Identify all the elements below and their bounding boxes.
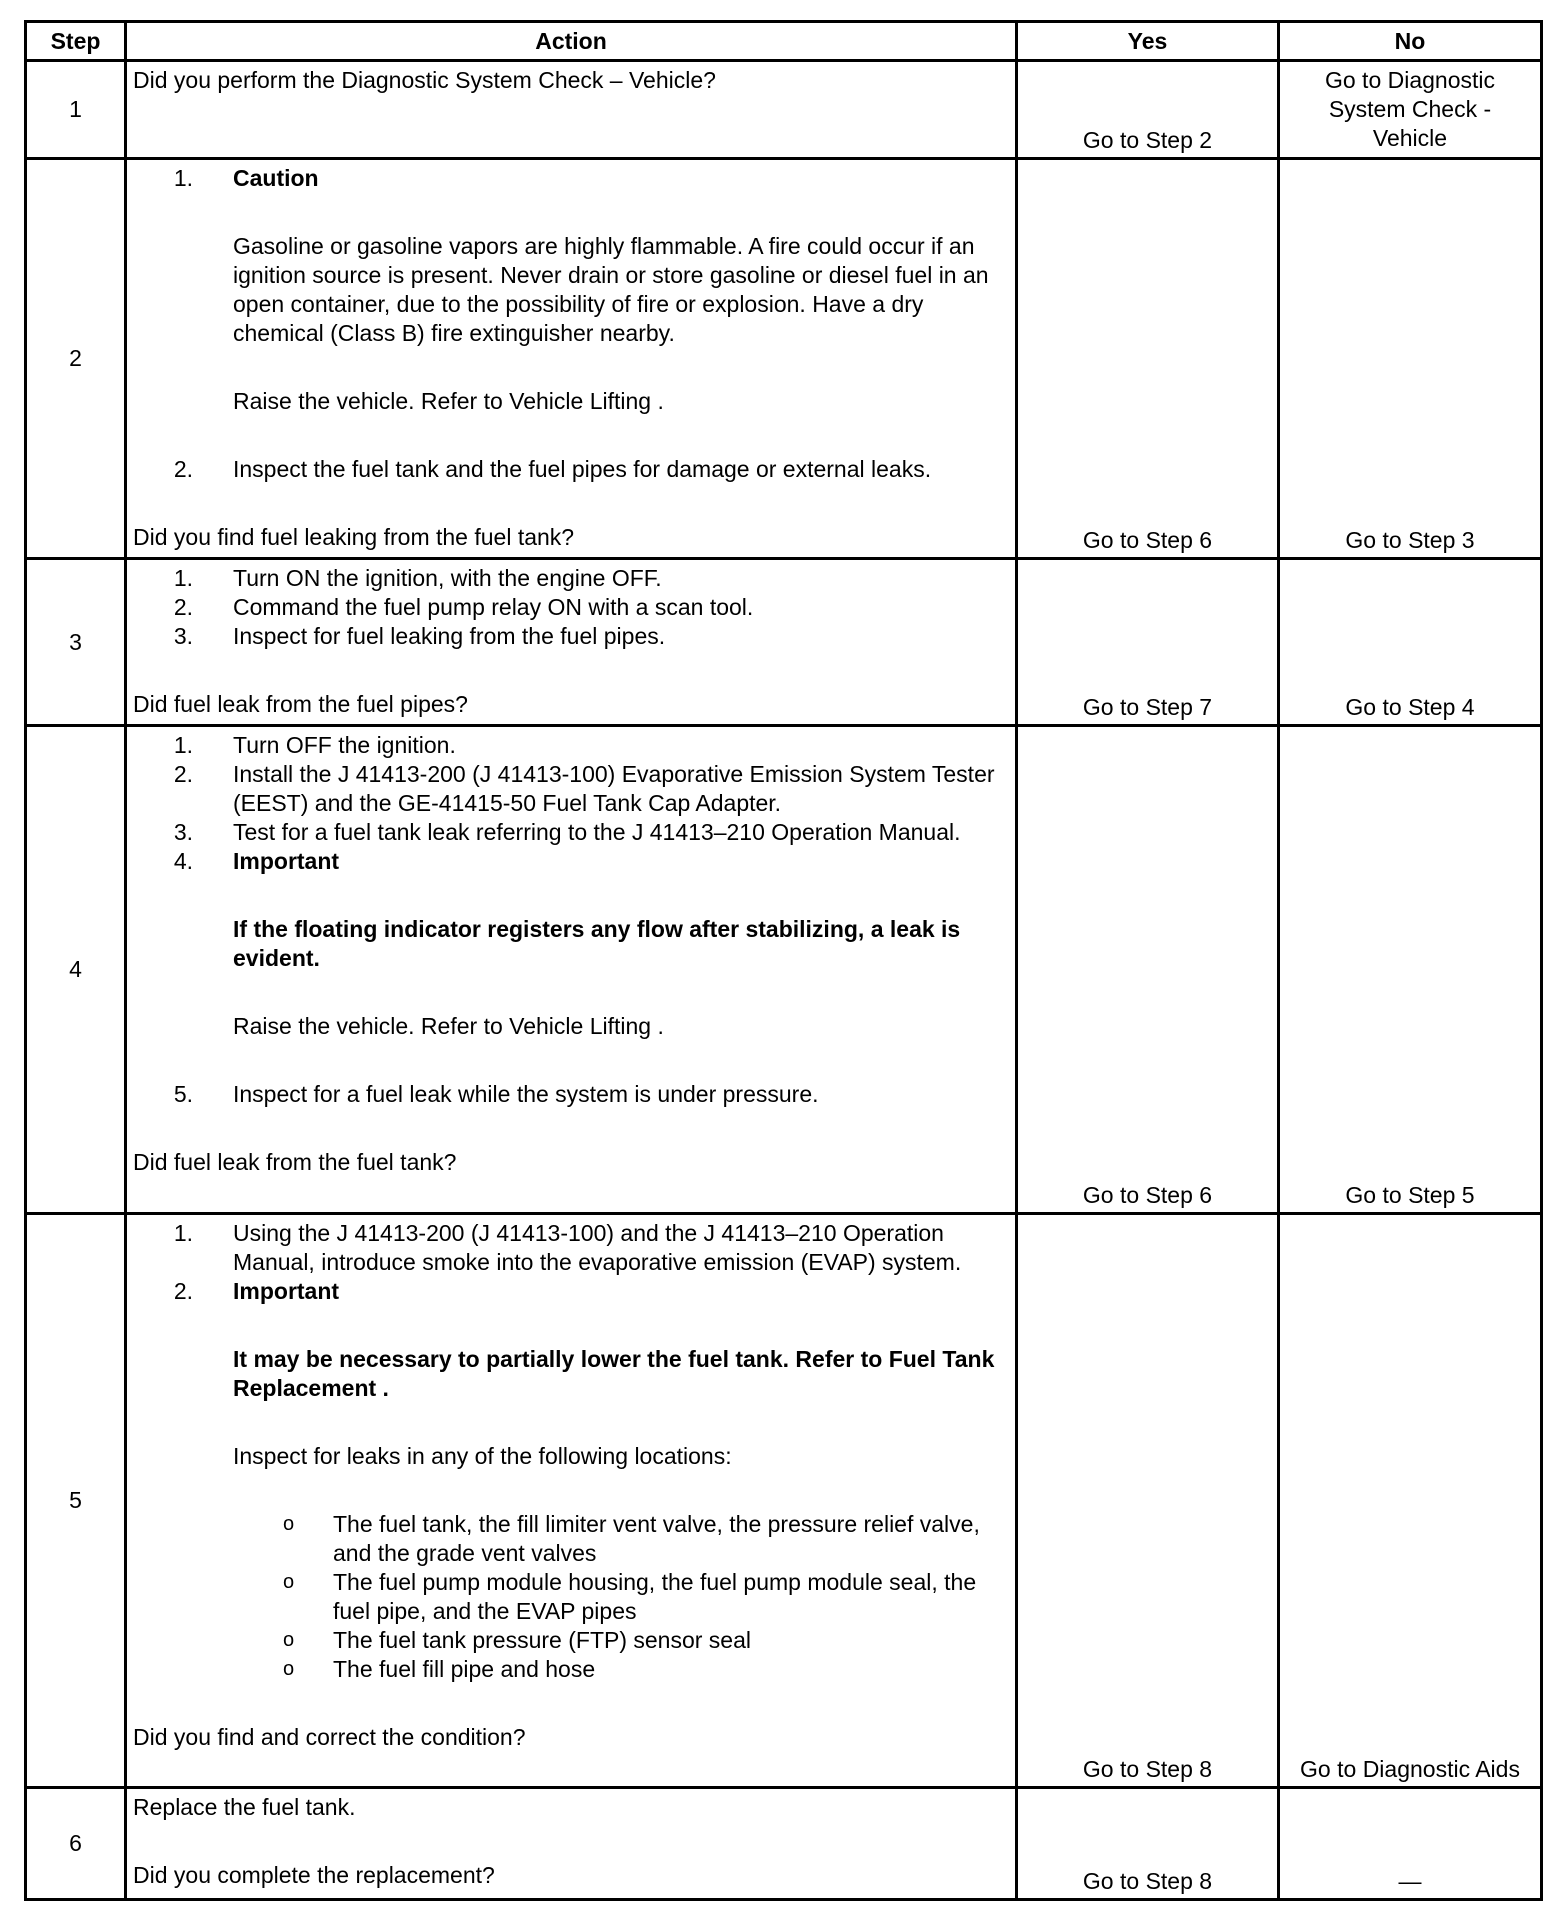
header-yes: Yes bbox=[1017, 22, 1279, 61]
bullet-icon: o bbox=[283, 1658, 295, 1680]
question-text: Did you find and correct the condition? bbox=[133, 1724, 526, 1750]
bullet-text: The fuel tank, the fill limiter vent valve, the pressure relief valve, and the grade vent valves bbox=[333, 1511, 980, 1566]
important-title: Important bbox=[233, 1278, 340, 1304]
important-title: Important bbox=[233, 848, 340, 874]
question-text: Did fuel leak from the fuel pipes? bbox=[133, 691, 468, 717]
question-text: Did you find fuel leaking from the fuel tank? bbox=[133, 524, 575, 550]
spacer bbox=[133, 1822, 1011, 1861]
item-text: Turn ON the ignition, with the engine OFF. bbox=[233, 565, 662, 591]
item-text: Turn OFF the ignition. bbox=[233, 732, 456, 758]
list-item bbox=[133, 731, 1011, 760]
bullet-text: The fuel tank pressure (FTP) sensor seal bbox=[333, 1627, 751, 1653]
caution-title: Caution bbox=[233, 165, 319, 191]
spacer bbox=[133, 876, 1011, 915]
spacer bbox=[133, 973, 1011, 1012]
item-number: 1. bbox=[173, 565, 193, 591]
list-item bbox=[133, 622, 1011, 651]
spacer bbox=[133, 484, 1011, 523]
item-text: Inspect the fuel tank and the fuel pipes for damage or external leaks. bbox=[233, 456, 932, 482]
step-number: 5 bbox=[26, 1214, 126, 1788]
instruction-text: Replace the fuel tank. bbox=[133, 1794, 356, 1820]
important-text: It may be necessary to partially lower the fuel tank. Refer to Fuel Tank Replacement . bbox=[233, 1346, 995, 1401]
action-cell bbox=[126, 61, 1017, 159]
bullet-icon: o bbox=[283, 1513, 295, 1535]
item-text: Using the J 41413-200 (J 41413-100) and the J 41413–210 Operation Manual, introduce smoke into the evaporative emission (EVAP) system. bbox=[233, 1220, 962, 1275]
list-item bbox=[133, 164, 1011, 193]
instruction-text: Inspect for leaks in any of the following locations: bbox=[233, 1443, 732, 1469]
spacer bbox=[133, 1403, 1011, 1442]
question-text: Did you perform the Diagnostic System Check – Vehicle? bbox=[133, 67, 716, 93]
no-link[interactable]: Go to Step 5 bbox=[1279, 726, 1542, 1214]
step-number: 3 bbox=[26, 559, 126, 726]
table-row bbox=[26, 159, 1542, 559]
caution-text: Gasoline or gasoline vapors are highly flammable. A fire could occur if an ignition source is present. Never drain or store gasoline or diesel fuel in an open container, due to the possibility of fire or explosion. Have a dry chemical (Class B) fire extinguisher nearby. bbox=[233, 233, 989, 346]
spacer bbox=[133, 1041, 1011, 1080]
spacer bbox=[133, 1306, 1011, 1345]
item-number: 2. bbox=[173, 1278, 193, 1304]
important-text: If the floating indicator registers any flow after stabilizing, a leak is evident. bbox=[233, 916, 961, 971]
instruction-text: Raise the vehicle. Refer to Vehicle Lifting . bbox=[233, 388, 664, 414]
list-item bbox=[133, 818, 1011, 847]
action-cell bbox=[126, 726, 1017, 1214]
item-text: Command the fuel pump relay ON with a scan tool. bbox=[233, 594, 754, 620]
yes-link[interactable]: Go to Step 8 bbox=[1017, 1214, 1279, 1788]
table-row bbox=[26, 726, 1542, 1214]
bullet-item bbox=[133, 1510, 1011, 1568]
spacer bbox=[133, 348, 1011, 387]
header-no: No bbox=[1279, 22, 1542, 61]
step-number: 1 bbox=[26, 61, 126, 159]
yes-link[interactable]: Go to Step 7 bbox=[1017, 559, 1279, 726]
spacer bbox=[133, 193, 1011, 232]
no-link[interactable]: Go to Step 4 bbox=[1279, 559, 1542, 726]
item-number: 3. bbox=[173, 819, 193, 845]
list-item bbox=[133, 1080, 1011, 1109]
step-number: 2 bbox=[26, 159, 126, 559]
spacer bbox=[133, 416, 1011, 455]
item-number: 5. bbox=[173, 1081, 193, 1107]
table-row bbox=[26, 559, 1542, 726]
item-text: Install the J 41413-200 (J 41413-100) Evaporative Emission System Tester (EEST) and the GE-41415-50 Fuel Tank Cap Adapter. bbox=[233, 761, 995, 816]
list-item bbox=[133, 593, 1011, 622]
question-text: Did you complete the replacement? bbox=[133, 1862, 495, 1888]
item-number: 1. bbox=[173, 165, 193, 191]
step-number: 6 bbox=[26, 1788, 126, 1900]
action-cell bbox=[126, 1788, 1017, 1900]
no-value: — bbox=[1279, 1788, 1542, 1900]
bullet-item bbox=[133, 1626, 1011, 1655]
spacer bbox=[133, 1109, 1011, 1148]
table-row bbox=[26, 1214, 1542, 1788]
no-link[interactable]: Go to Diagnostic System Check - Vehicle bbox=[1279, 61, 1542, 159]
list-item bbox=[133, 564, 1011, 593]
item-number: 2. bbox=[173, 594, 193, 620]
yes-link[interactable]: Go to Step 2 bbox=[1017, 61, 1279, 159]
header-step: Step bbox=[26, 22, 126, 61]
yes-link[interactable]: Go to Step 6 bbox=[1017, 159, 1279, 559]
bullet-text: The fuel fill pipe and hose bbox=[333, 1656, 596, 1682]
item-number: 2. bbox=[173, 456, 193, 482]
table-header-row bbox=[26, 22, 1542, 61]
list-item bbox=[133, 455, 1011, 484]
item-text: Inspect for a fuel leak while the system is under pressure. bbox=[233, 1081, 819, 1107]
header-action: Action bbox=[126, 22, 1017, 61]
list-item bbox=[133, 1219, 1011, 1277]
action-cell bbox=[126, 159, 1017, 559]
question-text: Did fuel leak from the fuel tank? bbox=[133, 1149, 457, 1175]
bullet-text: The fuel pump module housing, the fuel pump module seal, the fuel pipe, and the EVAP pipes bbox=[333, 1569, 977, 1624]
spacer bbox=[133, 1684, 1011, 1723]
step-number: 4 bbox=[26, 726, 126, 1214]
item-text: Test for a fuel tank leak referring to the J 41413–210 Operation Manual. bbox=[233, 819, 961, 845]
bullet-item bbox=[133, 1655, 1011, 1684]
table-row bbox=[26, 1788, 1542, 1900]
bullet-item bbox=[133, 1568, 1011, 1626]
diagnostic-table-container bbox=[24, 20, 1540, 1901]
bullet-icon: o bbox=[283, 1571, 295, 1593]
yes-link[interactable]: Go to Step 8 bbox=[1017, 1788, 1279, 1900]
list-item bbox=[133, 847, 1011, 876]
no-link[interactable]: Go to Step 3 bbox=[1279, 159, 1542, 559]
list-item bbox=[133, 760, 1011, 818]
item-number: 3. bbox=[173, 623, 193, 649]
no-link[interactable]: Go to Diagnostic Aids bbox=[1279, 1214, 1542, 1788]
action-cell bbox=[126, 559, 1017, 726]
item-number: 4. bbox=[173, 848, 193, 874]
spacer bbox=[133, 651, 1011, 690]
table-row bbox=[26, 61, 1542, 159]
list-item bbox=[133, 1277, 1011, 1306]
bullet-icon: o bbox=[283, 1629, 295, 1651]
item-text: Inspect for fuel leaking from the fuel pipes. bbox=[233, 623, 666, 649]
item-number: 1. bbox=[173, 1220, 193, 1246]
item-number: 1. bbox=[173, 732, 193, 758]
instruction-text: Raise the vehicle. Refer to Vehicle Lifting . bbox=[233, 1013, 664, 1039]
item-number: 2. bbox=[173, 761, 193, 787]
yes-link[interactable]: Go to Step 6 bbox=[1017, 726, 1279, 1214]
action-cell bbox=[126, 1214, 1017, 1788]
diagnostic-table bbox=[24, 20, 1543, 1901]
spacer bbox=[133, 1471, 1011, 1510]
